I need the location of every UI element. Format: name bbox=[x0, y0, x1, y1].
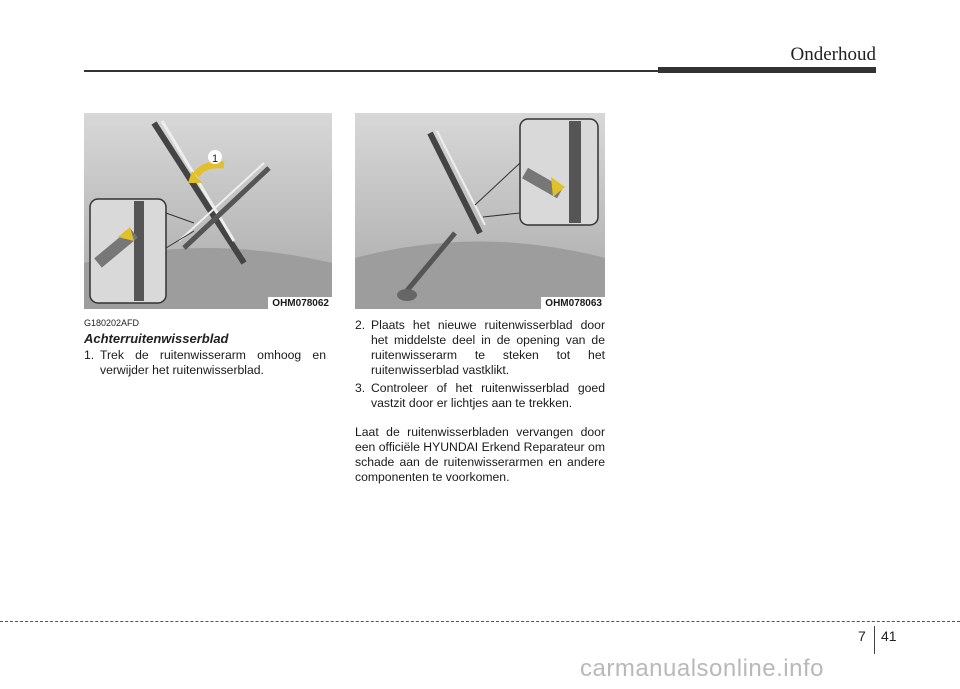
step-marker-1: 1 bbox=[211, 153, 219, 165]
step-text: Trek de ruitenwisserarm omhoog en verwijder het ruitenwisserblad. bbox=[100, 348, 326, 377]
wiper-removal-illustration bbox=[84, 113, 332, 309]
figure-code: OHM078063 bbox=[541, 297, 605, 309]
step-number: 2. bbox=[355, 318, 366, 332]
wiper-install-illustration bbox=[355, 113, 605, 309]
page-separator bbox=[874, 626, 875, 654]
step-number: 1. bbox=[84, 348, 95, 362]
section-title: Achterruitenwisserblad bbox=[84, 331, 229, 346]
figure-code: OHM078062 bbox=[268, 297, 332, 309]
page-number: 41 bbox=[881, 628, 897, 644]
step-number: 3. bbox=[355, 381, 366, 395]
step-item bbox=[355, 318, 605, 378]
watermark: carmanualsonline.info bbox=[580, 655, 824, 682]
step-item bbox=[355, 381, 605, 411]
figure-wiper-install bbox=[355, 113, 605, 309]
figure-wiper-removal bbox=[84, 113, 332, 309]
header-rule bbox=[84, 70, 658, 72]
chapter-number: 7 bbox=[858, 628, 866, 644]
running-header-title: Onderhoud bbox=[790, 44, 876, 65]
service-note: Laat de ruitenwisserbladen vervangen door een officiële HYUNDAI Erkend Reparateur om schade aan de ruitenwisserarmen en andere componenten te voorkomen. bbox=[355, 425, 605, 484]
step-text: Controleer of het ruitenwisserblad goed vastzit door er lichtjes aan te trekken. bbox=[371, 381, 605, 410]
steps-list-left bbox=[84, 348, 326, 381]
step-text: Plaats het nieuwe ruitenwisserblad door het middelste deel in de opening van de ruitenwisserarm te steken tot het ruitenwisserblad vastklikt. bbox=[371, 318, 605, 377]
header-rule-bar bbox=[658, 67, 876, 73]
footer-rule bbox=[0, 621, 960, 622]
section-code: G180202AFD bbox=[84, 318, 140, 328]
step-item bbox=[84, 348, 326, 378]
steps-list-right bbox=[355, 318, 605, 414]
